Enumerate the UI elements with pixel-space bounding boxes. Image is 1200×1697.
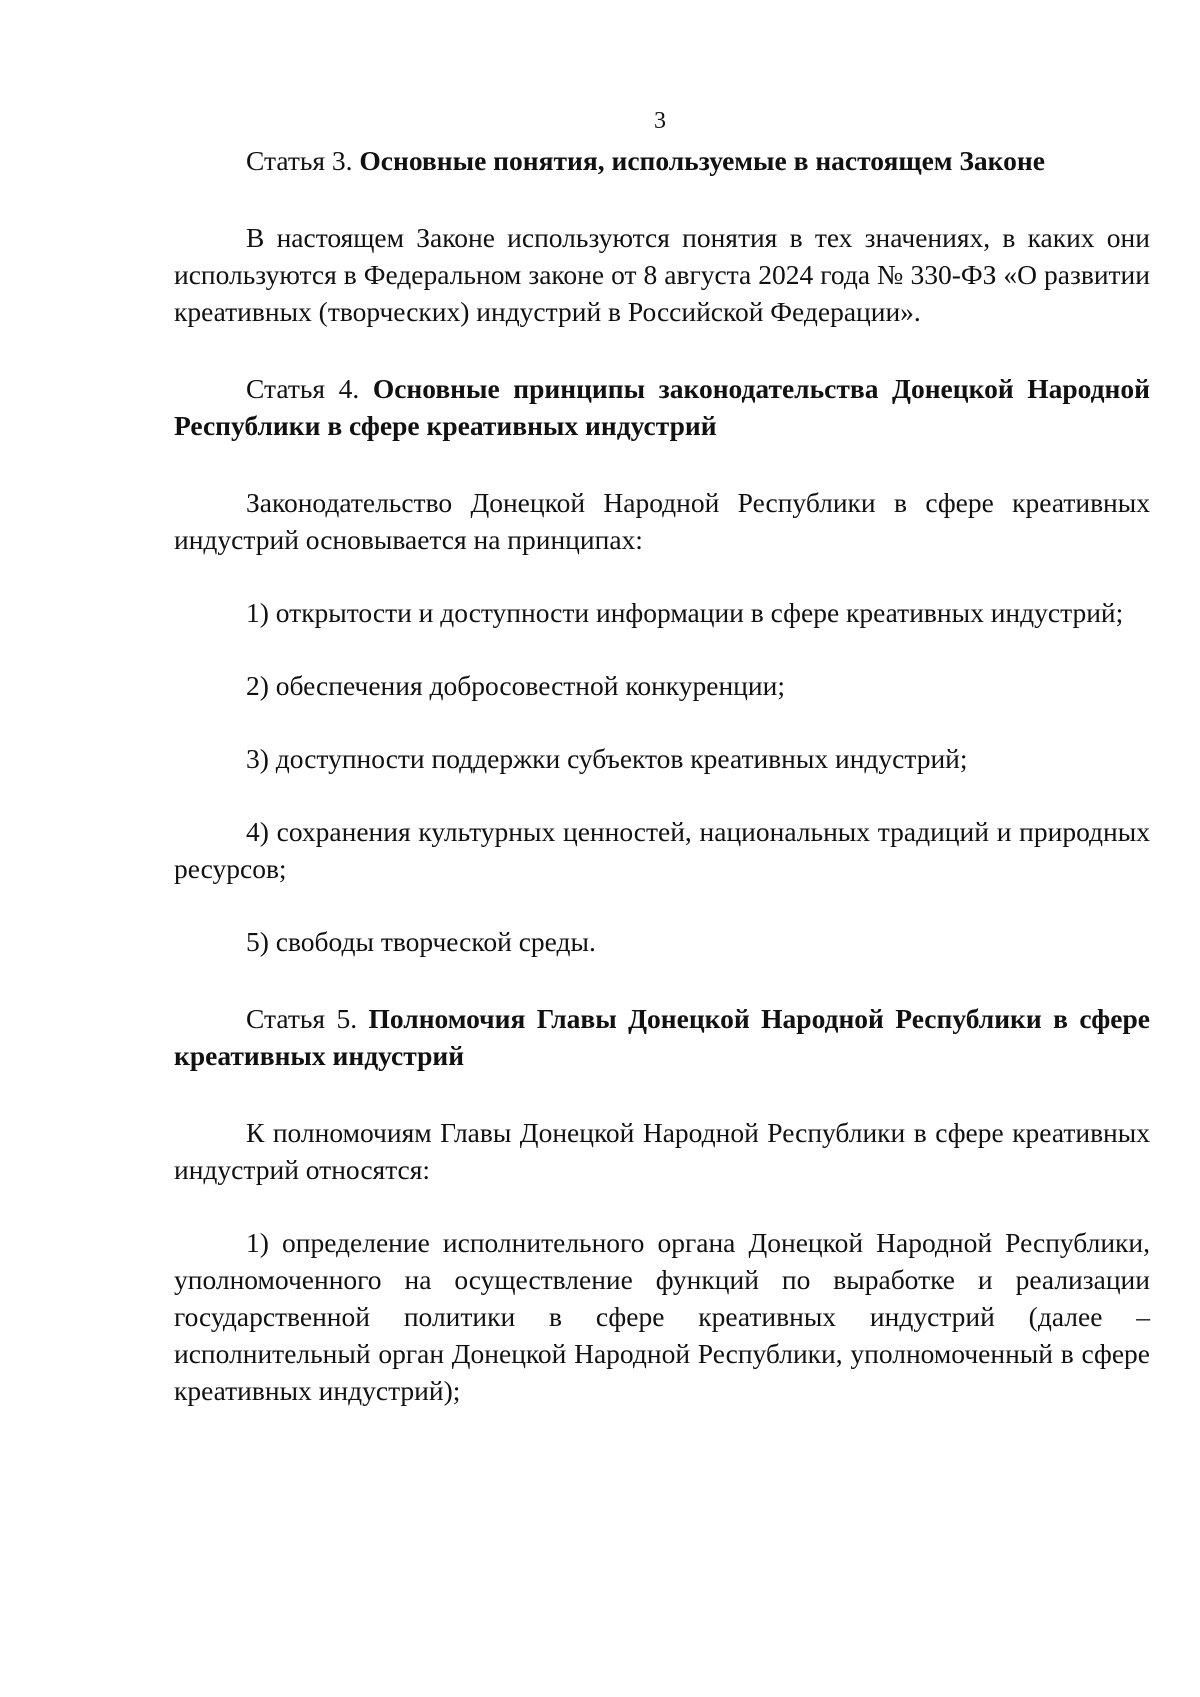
principle-4: 4) сохранения культурных ценностей, национальных традиций и природных ресурсов; — [174, 816, 1150, 884]
article-3-heading — [174, 142, 1150, 179]
power-1: 1) определение исполнительного органа Донецкой Народной Республики, уполномоченного на осуществление функций по выработке и реализации государственной политики в сфере креативных индустрий (далее – исполнительный орган Донецкой Народной Республики, уполномоченный в сфере креативных индустрий); — [174, 1227, 1150, 1406]
document-body — [174, 142, 1150, 1409]
principle-2: 2) обеспечения добросовестной конкуренции; — [246, 670, 785, 701]
article-4-heading — [174, 370, 1150, 444]
article-5-intro: К полномочиям Главы Донецкой Народной Республики в сфере креативных индустрий относятся: — [174, 1117, 1150, 1185]
article-4-title: Основные принципы законодательства Донецкой Народной Республики в сфере креативных индустрий — [174, 373, 1150, 441]
article-5-title: Полномочия Главы Донецкой Народной Республики в сфере креативных индустрий — [174, 1003, 1150, 1071]
article-3-paragraph: В настоящем Законе используются понятия в тех значениях, в каких они используются в Федеральном законе от 8 августа 2024 года № 330-ФЗ «О развитии креативных (творческих) индустрий в Российской Федерации». — [174, 222, 1150, 327]
principle-5: 5) свободы творческой среды. — [246, 926, 596, 957]
article-4-prefix: Статья 4. — [246, 373, 360, 404]
principle-1: 1) открытости и доступности информации в сфере креативных индустрий; — [246, 597, 1124, 628]
article-3-prefix: Статья 3. — [246, 145, 353, 176]
article-4-intro: Законодательство Донецкой Народной Республики в сфере креативных индустрий основывается на принципах: — [174, 487, 1150, 555]
page-number: 3 — [654, 108, 666, 134]
article-5-prefix: Статья 5. — [246, 1003, 358, 1034]
article-5-heading — [174, 1000, 1150, 1074]
article-3-title: Основные понятия, используемые в настоящем Законе — [359, 145, 1045, 176]
principle-3: 3) доступности поддержки субъектов креативных индустрий; — [246, 743, 968, 774]
